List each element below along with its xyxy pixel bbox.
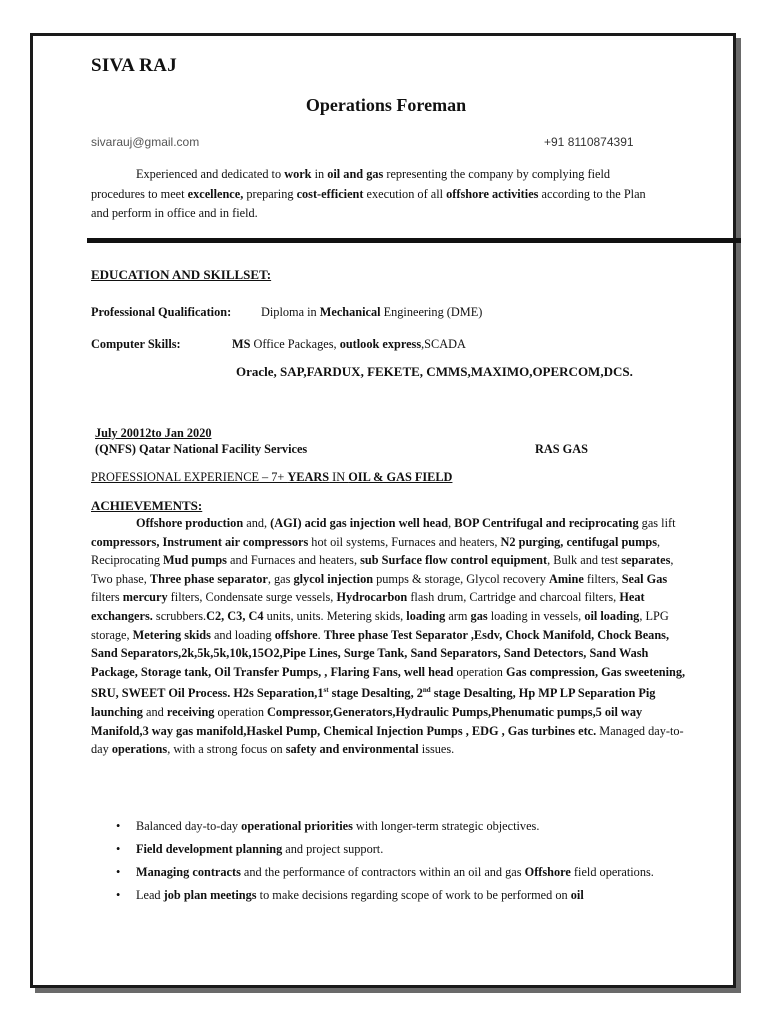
text-run: filters, Condensate surge vessels, (167, 590, 337, 605)
text-run: , LPG storage, (91, 608, 669, 642)
bullet-icon: • (116, 842, 121, 856)
job-title: Operations Foreman (305, 95, 467, 115)
page-shadow-bottom (35, 988, 741, 993)
bullet-item (116, 884, 682, 907)
bold-text-run: loading (406, 608, 446, 623)
bold-text-run: Hydrocarbon (336, 590, 408, 605)
text-run: issues. (418, 742, 455, 757)
bold-text-run: Offshore (524, 865, 571, 879)
text-run: Balanced day-to-day (136, 819, 242, 833)
text-run: Office Packages, (250, 337, 340, 351)
bold-text-run: receiving (166, 705, 215, 720)
text-run: and the performance of contractors within an oil and gas (240, 865, 525, 879)
text-run: and project support. (282, 842, 384, 856)
summary-paragraph (91, 165, 651, 224)
text-run: execution of all (363, 186, 447, 201)
achievements-text (91, 516, 685, 756)
employer-name: (QNFS) Qatar National Facility Services (95, 442, 308, 456)
bold-text-run: N2 purging, centifugal pumps (500, 534, 657, 549)
text-run: operation (453, 664, 507, 679)
achievements-heading: ACHIEVEMENTS: (91, 498, 203, 513)
bold-text-run: mercury (122, 590, 168, 605)
computer-skills-value-line2: Oracle, SAP,FARDUX, FEKETE, CMMS,MAXIMO,OPERCOM,DCS. (236, 364, 633, 379)
text-run: filters (91, 590, 123, 605)
computer-skills-label: Computer Skills: (91, 337, 181, 351)
bold-text-run: Three phase separator (149, 571, 268, 586)
bold-text-run: Amine (548, 571, 584, 586)
text-run: operation (214, 705, 268, 720)
phone-number: +91 8110874391 (544, 135, 634, 149)
bold-text-run: OIL & GAS FIELD (348, 470, 453, 484)
bold-text-run: Three phase Test Separator ,Esdv, Chock Manifold, Chock Beans, Sand Separators,2k,5k,5k,10k,15O2,Pipe Lines, Surge Tank, Sand Separators, Sand Detectors, Sand Wash Package, Storage tank, Oil Transfer Pumps, , Flaring Fans, well head (91, 627, 670, 679)
candidate-name: SIVA RAJ (91, 55, 177, 76)
text-run: to make decisions regarding scope of work to be performed on (256, 888, 571, 902)
text-run: flash drum, Cartridge and charcoal filters, (407, 590, 620, 605)
bold-text-run: work (284, 167, 312, 181)
text-run: hot oil systems, Furnaces and heaters, (308, 534, 501, 549)
bold-text-run: stage Desalting, Hp MP LP Separation Pig launching (91, 686, 656, 720)
text-run: and loading (210, 627, 275, 642)
text-run: preparing (243, 186, 297, 201)
text-run: in (311, 167, 328, 181)
section-divider (87, 238, 741, 243)
bold-text-run: separates (621, 553, 671, 568)
bullet-item (116, 861, 682, 884)
client-name: RAS GAS (535, 442, 588, 456)
bold-text-run: cost-efficient (296, 186, 364, 201)
bullet-item (116, 815, 682, 838)
text-run: Experienced and dedicated to (136, 167, 285, 181)
text-run: IN (329, 470, 349, 484)
text-run: Engineering (DME) (380, 305, 483, 319)
bold-text-run: Managing contracts (136, 865, 241, 879)
text-run: with longer-term strategic objectives. (352, 819, 540, 833)
bullet-icon: • (116, 819, 121, 833)
text-run: ,SCADA (421, 337, 466, 351)
text-run: and (142, 705, 167, 720)
text-run: Lead (136, 888, 164, 902)
bold-text-run: Offshore production (136, 516, 244, 530)
bold-text-run: MS (232, 337, 251, 351)
bold-text-run: C2, C3, C4 (206, 608, 264, 623)
bullet-icon: • (116, 865, 121, 879)
bold-text-run: oil loading (584, 608, 640, 623)
bold-text-run: operations (111, 742, 168, 757)
bold-text-run: Mechanical (319, 305, 381, 319)
text-run: pumps & storage, Glycol recovery (373, 571, 549, 586)
text-run: . (317, 627, 324, 642)
text-run: , Reciprocating (91, 534, 661, 568)
professional-experience-heading (91, 470, 452, 485)
computer-skills-value (232, 337, 466, 352)
text-run: , Bulk and test (547, 553, 622, 568)
ordinal-text: 2nd (416, 686, 431, 701)
bold-text-run: (AGI) acid gas injection well head (270, 516, 449, 530)
text-run: , (448, 516, 455, 530)
text-run: , Two phase, (91, 553, 674, 586)
text-run: PROFESSIONAL EXPERIENCE – 7+ (91, 470, 288, 484)
summary-text (91, 167, 646, 220)
qualification-label: Professional Qualification: (91, 305, 232, 319)
bold-text-run: oil and gas (327, 167, 384, 181)
bullet-icon: • (116, 888, 121, 902)
employment-dates: July 20012to Jan 2020 (95, 426, 212, 440)
education-heading: EDUCATION AND SKILLSET: (91, 267, 272, 282)
bold-text-run: offshore activities (446, 186, 539, 201)
bold-text-run: operational priorities (241, 819, 353, 833)
text-run: filters, (583, 571, 622, 586)
text-run: arm (445, 608, 471, 623)
bold-text-run: Compressor,Generators,Hydraulic Pumps,Phenumatic pumps,5 oil way Manifold,3 way gas manifold,Haskel Pump, Chemical Injection Pumps , EDG , Gas turbines etc. (91, 705, 643, 738)
text-run: scrubbers. (152, 608, 207, 623)
achievements-paragraph (91, 514, 689, 759)
text-run: and Furnaces and heaters, (226, 553, 361, 568)
bold-text-run: gas (470, 608, 488, 623)
text-run: representing the company by complying field procedures to meet (91, 167, 611, 201)
qualification-value (261, 305, 482, 320)
bold-text-run: YEARS (287, 470, 330, 484)
text-run: , with a strong focus on (167, 742, 286, 757)
bold-text-run: Seal Gas (621, 571, 668, 586)
bold-text-run: outlook express (339, 337, 422, 351)
achievements-bullet-list (116, 815, 682, 907)
bold-text-run: job plan meetings (163, 888, 257, 902)
text-run: and, (243, 516, 271, 530)
page-shadow-right (736, 38, 741, 993)
text-run: loading in vessels, (487, 608, 585, 623)
bold-text-run: glycol injection (293, 571, 374, 586)
bold-text-run: safety and environmental (285, 742, 419, 757)
bold-text-run: Heat exchangers. (91, 590, 645, 623)
text-run: field operations. (570, 865, 654, 879)
text-run: units, units. Metering skids, (263, 608, 407, 623)
bold-text-run: Metering skids (132, 627, 211, 642)
bold-text-run: Field development planning (136, 842, 283, 856)
ordinal-text: 1st (317, 686, 329, 701)
bold-text-run: excellence, (187, 186, 244, 201)
bold-text-run: oil (570, 888, 584, 902)
bold-text-run: sub Surface flow control equipment (360, 553, 548, 568)
bold-text-run: Mud pumps (163, 553, 227, 568)
text-run: , gas (267, 571, 294, 586)
bold-text-run: compressors, Instrument air compressors (91, 534, 309, 549)
bold-text-run: BOP Centrifugal and reciprocating (454, 516, 639, 530)
bold-text-run: Gas compression, Gas sweetening, SRU, SWEET Oil Process. H2s Separation, (91, 664, 686, 701)
bold-text-run: stage Desalting, (328, 686, 417, 701)
text-run: according to the Plan and perform in office and in field. (91, 186, 646, 220)
email-address: sivarauj@gmail.com (91, 135, 200, 149)
text-run: Diploma in (261, 305, 320, 319)
bold-text-run: offshore (274, 627, 318, 642)
text-run: gas lift (638, 516, 676, 530)
text-run: Managed day-to-day (91, 723, 684, 757)
bullet-item (116, 838, 682, 861)
